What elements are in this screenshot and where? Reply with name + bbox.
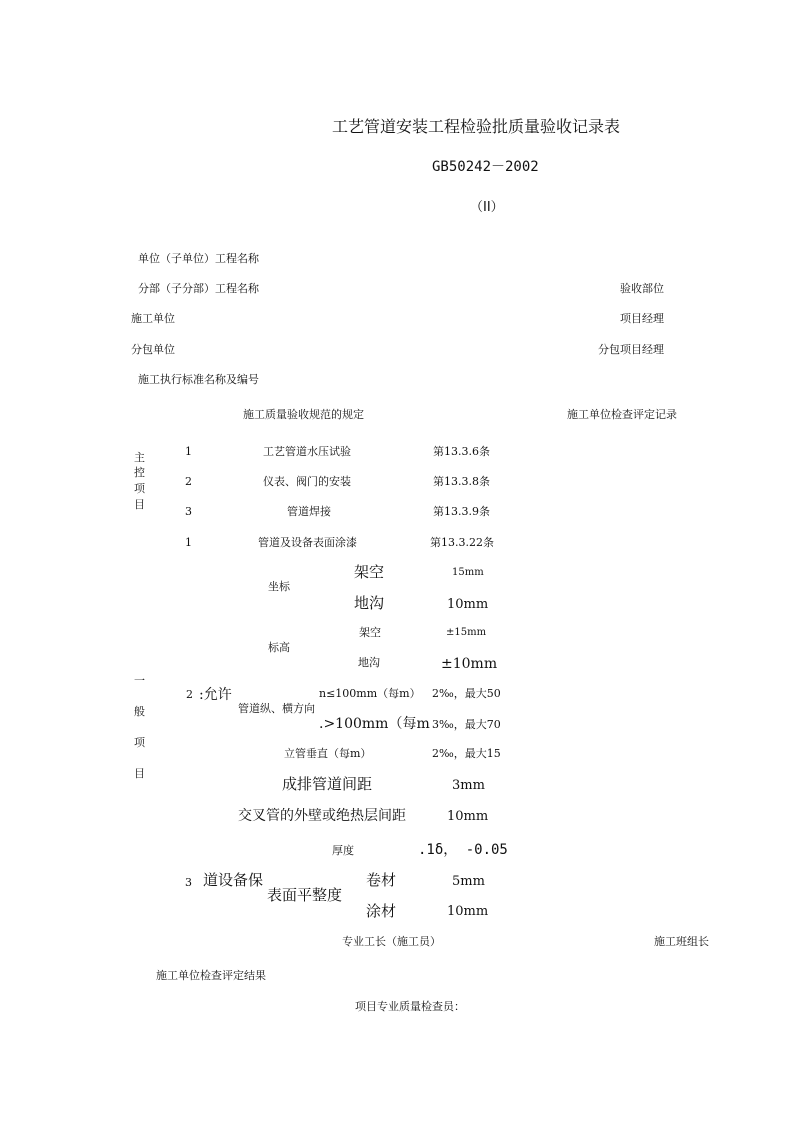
- general-item-number: 2: [186, 688, 193, 701]
- general-items-label-char: 一: [134, 674, 145, 687]
- elev-label: 标高: [268, 641, 290, 654]
- record-column-header: 施工单位检查评定记录: [567, 408, 677, 421]
- slope-gt-value: 3‰，最大70: [432, 718, 501, 731]
- project-manager-label: 项目经理: [620, 312, 664, 325]
- spec-column-header: 施工质量验收规范的规定: [243, 408, 364, 421]
- cross-label: 交叉管的外壁或绝热层间距: [238, 808, 406, 824]
- equipment-label: 道设备保: [203, 871, 264, 889]
- general-items-label-char: 目: [134, 767, 145, 780]
- part-number: （II）: [470, 200, 504, 215]
- allowance-label: :允许: [199, 687, 232, 703]
- main-item-name: 仪表、阀门的安装: [263, 475, 351, 488]
- coord-label: 坐标: [268, 580, 290, 593]
- coord-overhead-label: 架空: [354, 563, 385, 581]
- elev-trench-value: ±10mm: [441, 656, 498, 672]
- slope-label: 管道纵、横方向: [238, 702, 315, 715]
- subdivision-project-name-label: 分部（子分部）工程名称: [138, 282, 259, 295]
- evaluation-result-label: 施工单位检查评定结果: [156, 969, 266, 982]
- slope-le-label: n≤100mm（每m）: [319, 687, 421, 700]
- flatness-coat-label: 涂材: [366, 902, 397, 920]
- thickness-label: 厚度: [332, 844, 354, 857]
- main-items-label-char: 目: [134, 498, 145, 511]
- quality-inspector-label: 项目专业质量检查员：: [355, 1000, 465, 1013]
- spacing-label: 成排管道间距: [282, 775, 373, 793]
- subcontract-manager-label: 分包项目经理: [598, 343, 664, 356]
- elev-overhead-value: ±15mm: [446, 627, 487, 638]
- main-item-number: 1: [185, 445, 192, 458]
- unit-project-name-label: 单位（子单位）工程名称: [138, 252, 259, 265]
- flatness-roll-value: 5mm: [452, 874, 485, 889]
- foreman-label: 专业工长（施工员）: [342, 935, 441, 948]
- construction-unit-label: 施工单位: [131, 312, 175, 325]
- spacing-value: 3mm: [452, 778, 485, 793]
- general-items-label-char: 项: [134, 736, 145, 749]
- main-items-label-char: 控: [134, 466, 145, 479]
- main-item-clause: 第13.3.9条: [433, 505, 490, 518]
- main-item-number: 2: [185, 475, 192, 488]
- general-item-number: 3: [185, 876, 192, 889]
- flatness-label: 表面平整度: [267, 886, 343, 904]
- coord-overhead-value: 15mm: [452, 567, 484, 578]
- main-item-clause: 第13.3.6条: [433, 445, 490, 458]
- general-item-name: 管道及设备表面涂漆: [258, 536, 357, 549]
- elev-overhead-label: 架空: [359, 626, 381, 639]
- slope-le-value: 2‰，最大50: [432, 687, 501, 700]
- slope-gt-label: .>100mm（每m: [319, 716, 430, 732]
- coord-trench-label: 地沟: [354, 594, 385, 612]
- vertical-label: 立管垂直（每m）: [284, 747, 372, 760]
- flatness-roll-label: 卷材: [366, 871, 397, 889]
- main-item-number: 3: [185, 505, 192, 518]
- form-title: 工艺管道安装工程检验批质量验收记录表: [332, 117, 621, 136]
- vertical-value: 2‰，最大15: [432, 747, 501, 760]
- standard-code: GB50242－2002: [432, 159, 539, 175]
- elev-trench-label: 地沟: [358, 656, 380, 669]
- general-items-label-char: 般: [134, 705, 145, 718]
- general-item-number: 1: [185, 536, 192, 549]
- thickness-value: .1δ， -0.05: [418, 842, 508, 858]
- main-item-clause: 第13.3.8条: [433, 475, 490, 488]
- main-items-label-char: 主: [134, 451, 145, 464]
- main-item-name: 工艺管道水压试验: [263, 445, 351, 458]
- acceptance-part-label: 验收部位: [620, 282, 664, 295]
- coord-trench-value: 10mm: [447, 597, 489, 612]
- main-item-name: 管道焊接: [287, 505, 331, 518]
- subcontract-unit-label: 分包单位: [131, 343, 175, 356]
- main-items-label-char: 项: [134, 482, 145, 495]
- team-leader-label: 施工班组长: [654, 935, 709, 948]
- standard-name-label: 施工执行标准名称及编号: [138, 373, 259, 386]
- cross-value: 10mm: [447, 809, 489, 824]
- flatness-coat-value: 10mm: [447, 904, 489, 919]
- general-item-clause: 第13.3.22条: [430, 536, 494, 549]
